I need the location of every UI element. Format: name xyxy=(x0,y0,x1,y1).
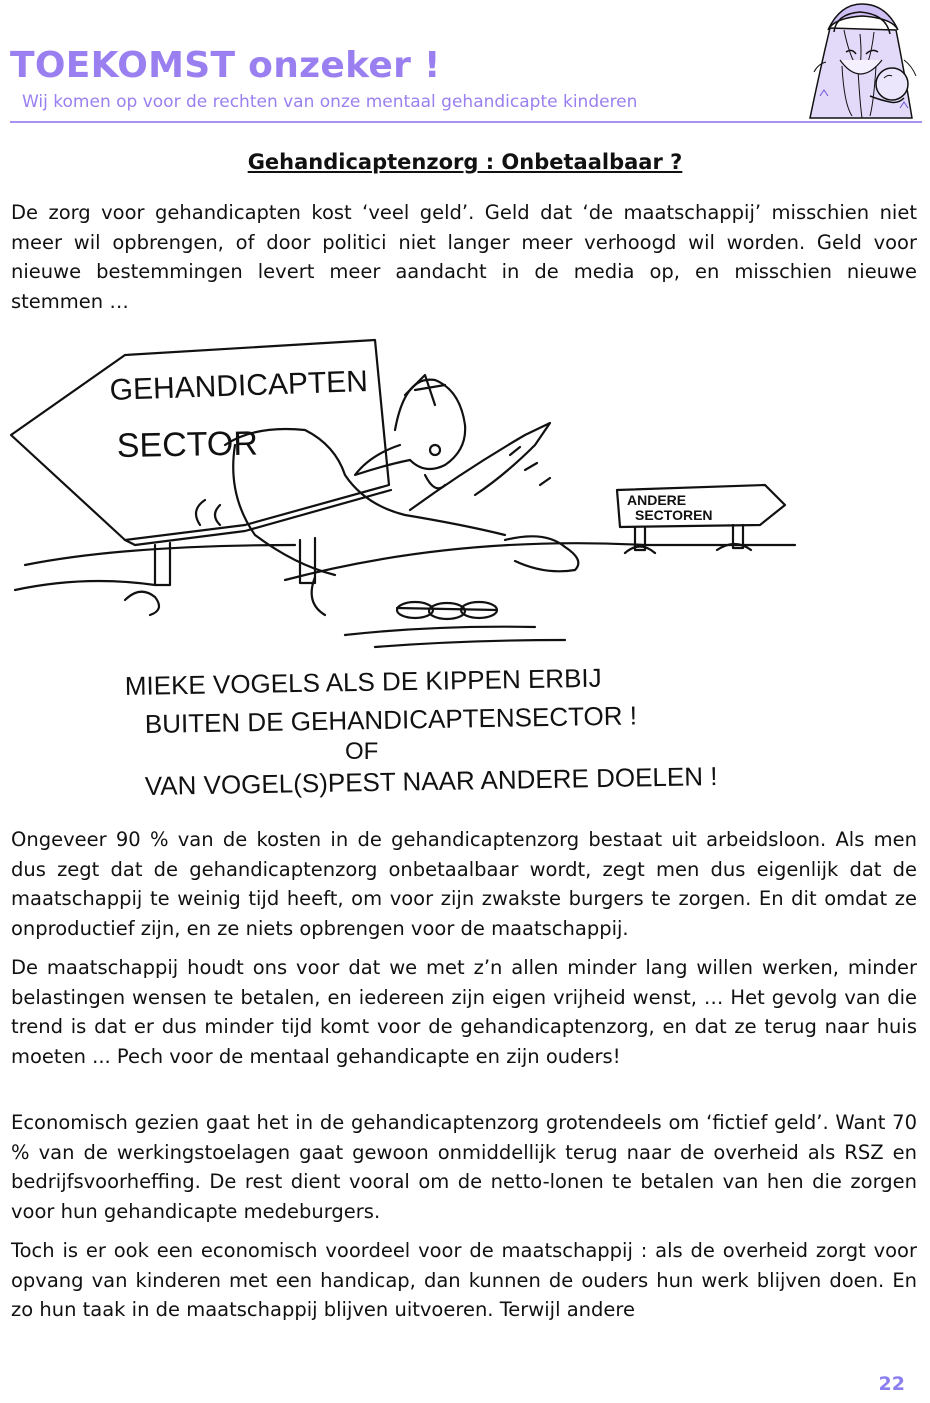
big-sign-line1: GEHANDICAPTEN xyxy=(109,364,369,407)
cartoon-caption-line3: OF xyxy=(345,738,379,765)
body-paragraph-2: De maatschappij houdt ons voor dat we met z’n allen minder lang willen werken, minder belastingen wensen te betalen, en iedereen zijn eigen vrijheid wenst, … Het gevolg van die trend is dat er dus minder tijd komt voor de gehandicaptenzorg, en dat ze terug naar huis moeten ... Pech voor de mentaal gehandicapte en zijn ouders! xyxy=(11,956,917,1068)
header-divider xyxy=(10,121,922,123)
brand-title: TOEKOMST onzeker ! xyxy=(10,45,441,86)
big-sign-line2: SECTOR xyxy=(116,424,259,465)
wizard-with-crystal-ball-icon xyxy=(800,0,922,121)
small-sign-line1: ANDERE xyxy=(627,492,687,508)
egg xyxy=(397,602,433,618)
cartoon-caption-line2: BUITEN DE GEHANDICAPTENSECTOR ! xyxy=(144,700,638,739)
page-header xyxy=(10,0,922,125)
article-title: Gehandicaptenzorg : Onbetaalbaar ? xyxy=(247,150,683,174)
cartoon-caption-line1: MIEKE VOGELS ALS DE KIPPEN ERBIJ xyxy=(124,662,602,701)
page-number: 22 xyxy=(878,1373,905,1395)
cartoon-caption-line4: VAN VOGEL(S)PEST NAAR ANDERE DOELEN ! xyxy=(144,761,718,801)
body-paragraph-1: Ongeveer 90 % van de kosten in de gehandicaptenzorg bestaat uit arbeidsloon. Als men dus zegt dat de gehandicaptenzorg onbetaalbaar wordt, zegt men dus eigenlijk dat de maatschappij te weinig tijd heeft, om voor zijn zwakste burgers te zorgen. En dit omdat ze onproductief zijn, en ze niets opbrengen voor de maatschappij. xyxy=(11,828,917,940)
brand-tagline: Wij komen op voor de rechten van onze mentaal gehandicapte kinderen xyxy=(22,92,638,112)
body-paragraph-3: Economisch gezien gaat het in de gehandicaptenzorg grotendeels om ‘fictief geld’. Want 70 % van de werkingstoelagen gaat gewoon onmiddellijk terug naar de overheid als RSZ en bedrijfsvoorheffing. De rest dient vooral om de netto-lonen te betalen van hen die zorgen voor hun gehandicapte medeburgers. xyxy=(11,1111,917,1223)
cartoon-illustration xyxy=(5,335,905,815)
small-sign-line2: SECTOREN xyxy=(635,507,713,523)
egg xyxy=(429,603,465,619)
intro-paragraph: De zorg voor gehandicapten kost ‘veel geld’. Geld dat ‘de maatschappij’ misschien niet meer wil opbrengen, of door politici niet langer meer verhoogd wil worden. Geld voor nieuwe bestemmingen levert meer aandacht in de media op, en misschien nieuwe stemmen … xyxy=(11,201,917,313)
body-paragraph-4: Toch is er ook een economisch voordeel voor de maatschappij : als de overheid zorgt voor opvang van kinderen met een handicap, dan kunnen de ouders hun werk blijven doen. En zo hun taak in de maatschappij blijven uitvoeren. Terwijl andere xyxy=(11,1239,917,1321)
